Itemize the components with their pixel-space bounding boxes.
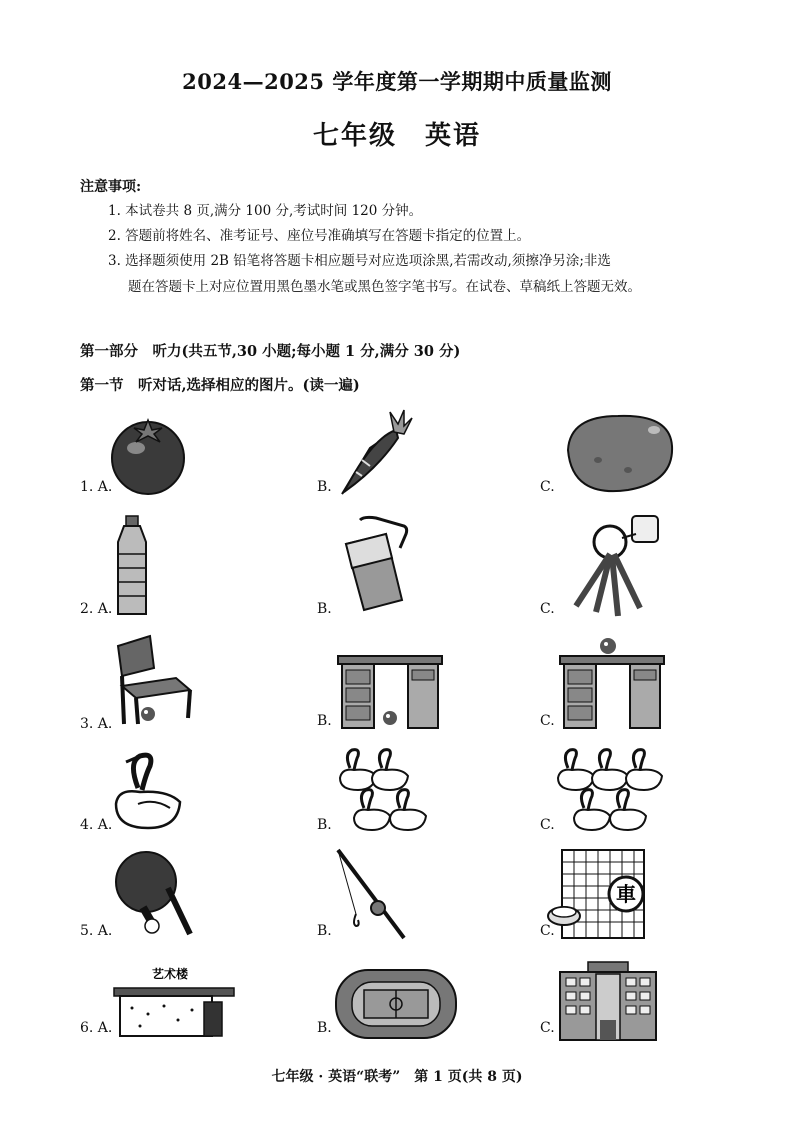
q6-label: 6. A. (80, 1020, 113, 1036)
keys-icon (556, 512, 668, 622)
chess-icon (546, 848, 650, 942)
q5-option-b: B. (317, 923, 332, 939)
q3-option-c: C. (540, 713, 555, 729)
q2-label: 2. A. (80, 601, 113, 617)
bottle-icon (110, 514, 154, 618)
q5-option-c: C. (540, 923, 555, 939)
q6-option-b: B. (317, 1020, 332, 1036)
desk-dog-under-icon (334, 652, 446, 732)
q3-label: 3. A. (80, 716, 113, 732)
q5-label: 5. A. (80, 923, 113, 939)
exam-subtitle: 七年级 英语 (312, 121, 481, 151)
notice-item-3-line2: 题在答题卡上对应位置用黑色墨水笔或黑色签字笔书写。在试卷、草稿纸上答题无效。 (128, 279, 641, 295)
art-building-sign: 艺术楼 (151, 967, 189, 981)
one-swan-icon (108, 748, 188, 834)
potato-icon (558, 410, 678, 496)
tomato-icon (106, 412, 190, 496)
q3-option-b: B. (317, 713, 332, 729)
part1-heading: 第一部分 听力(共五节,30 小题;每小题 1 分,满分 30 分) (80, 343, 461, 360)
q2-option-c: C. (540, 601, 555, 617)
notice-item-1: 1. 本试卷共 8 页,满分 100 分,考试时间 120 分钟。 (108, 203, 423, 219)
four-swans-icon (336, 746, 448, 836)
q1-option-b: B. (317, 479, 332, 495)
chess-piece-char: 車 (616, 882, 636, 906)
page-footer: 七年级 · 英语“联考” 第 1 页(共 8 页) (271, 1069, 523, 1085)
q2-option-b: B. (317, 601, 332, 617)
q4-label: 4. A. (80, 817, 113, 833)
art-building-icon (112, 964, 236, 1038)
section1-heading: 第一节 听对话,选择相应的图片。(读一遍) (80, 377, 360, 394)
q6-option-c: C. (540, 1020, 555, 1036)
q4-option-c: C. (540, 817, 555, 833)
eraser-icon (336, 514, 412, 614)
notice-item-3-line1: 3. 选择题须使用 2B 铅笔将答题卡相应题号对应选项涂黑,若需改动,须擦净另涂;非选 (108, 253, 611, 269)
five-swans-icon (554, 746, 668, 836)
ping-pong-icon (112, 848, 196, 940)
playground-icon (334, 966, 458, 1042)
fishing-rod-icon (334, 846, 410, 942)
desk-dog-on-icon (556, 634, 668, 732)
notice-heading: 注意事项: (80, 179, 142, 195)
exam-title: 2024—2025 学年度第一学期期中质量监测 (182, 69, 612, 94)
q4-option-b: B. (317, 817, 332, 833)
notice-item-3 (108, 251, 720, 297)
q1-option-c: C. (540, 479, 555, 495)
chair-dog-under-icon (110, 632, 194, 728)
carrot-icon (332, 408, 414, 500)
q1-label: 1. A. (80, 479, 113, 495)
notice-item-2: 2. 答题前将姓名、准考证号、座位号准确填写在答题卡指定的位置上。 (108, 228, 531, 244)
school-building-icon (556, 960, 660, 1042)
